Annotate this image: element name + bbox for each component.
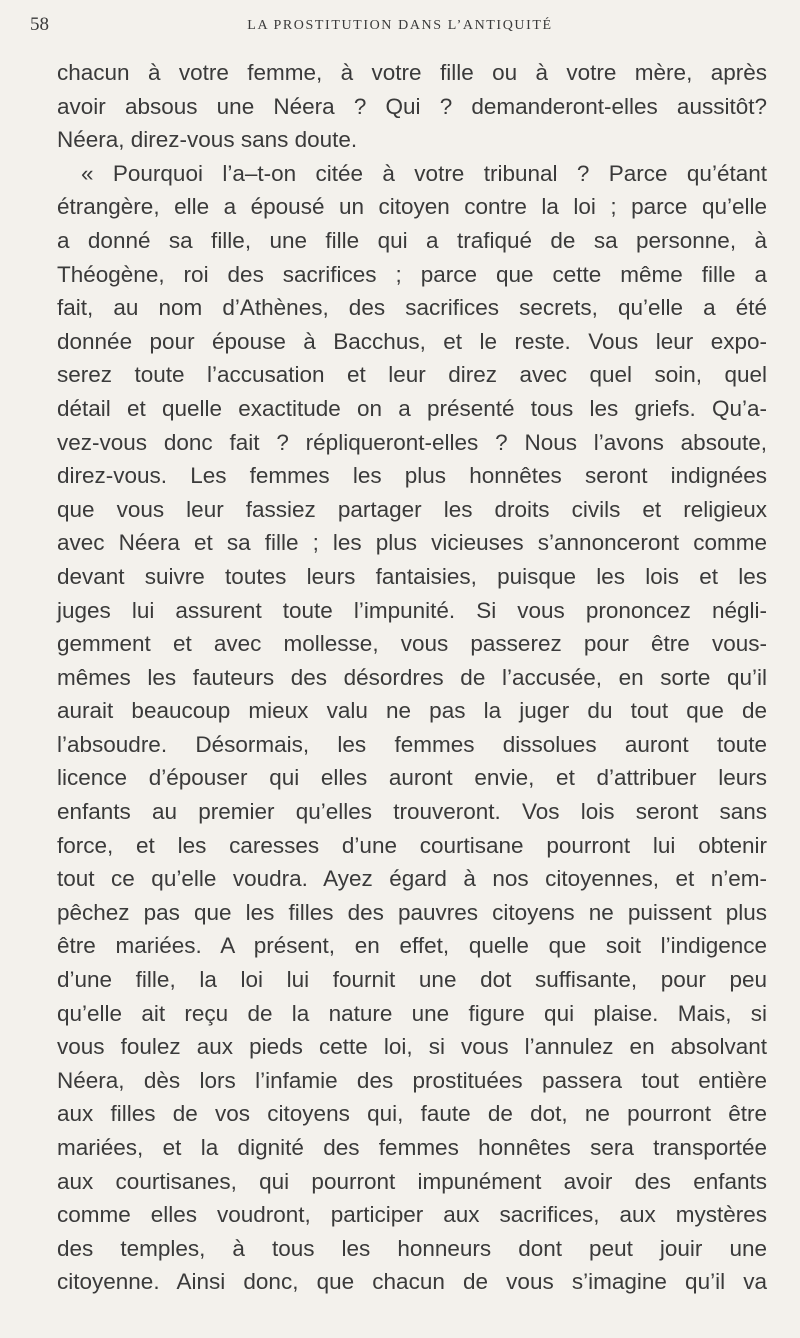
text-line: donnée pour épouse à Bacchus, et le reste. Vous leur expo-: [57, 328, 767, 354]
text-line: Néera, dès lors l’infamie des prostituées passera tout entière: [57, 1067, 767, 1093]
body-text: [57, 56, 767, 1299]
text-line: direz-vous. Les femmes les plus honnêtes seront indignées: [57, 463, 767, 489]
text-line: vez-vous donc fait ? répliqueront-elles ? Nous l’avons absoute,: [57, 429, 767, 455]
text-line: être mariées. A présent, en effet, quelle que soit l’indigence: [57, 933, 767, 959]
text-line: avoir absous une Néera ? Qui ? demanderont-elles aussitôt?: [57, 93, 767, 119]
text-line: chacun à votre femme, à votre fille ou à votre mère, après: [57, 60, 767, 85]
text-line: tout ce qu’elle voudra. Ayez égard à nos citoyennes, et n’em-: [57, 866, 767, 892]
text-line: comme elles voudront, participer aux sacrifices, aux mystères: [57, 1202, 767, 1228]
text-line: avec Néera et sa fille ; les plus vicieuses s’annonceront comme: [57, 530, 767, 556]
text-line: gemment et avec mollesse, vous passerez pour être vous-: [57, 631, 767, 657]
text-line: devant suivre toutes leurs fantaisies, puisque les lois et les: [57, 563, 767, 589]
text-line: serez toute l’accusation et leur direz avec quel soin, quel: [57, 362, 767, 388]
text-line: des temples, à tous les honneurs dont peut jouir une: [57, 1235, 767, 1261]
text-line: l’absoudre. Désormais, les femmes dissolues auront toute: [57, 731, 767, 757]
text-line: a donné sa fille, une fille qui a trafiqué de sa personne, à: [57, 227, 767, 253]
text-line: mariées, et la dignité des femmes honnêtes sera transportée: [57, 1135, 767, 1160]
page-header: [30, 14, 770, 40]
text-line: force, et les caresses d’une courtisane pourront lui obtenir: [57, 832, 767, 858]
text-line: étrangère, elle a épousé un citoyen contre la loi ; parce qu’elle: [57, 194, 767, 220]
text-line: aux filles de vos citoyens qui, faute de dot, ne pourront être: [57, 1101, 767, 1127]
text-line: fait, au nom d’Athènes, des sacrifices secrets, qu’elle a été: [57, 295, 767, 321]
text-line: détail et quelle exactitude on a présenté tous les griefs. Qu’a-: [57, 395, 767, 421]
text-line: vous foulez aux pieds cette loi, si vous l’annulez en absolvant: [57, 1034, 767, 1060]
text-line: enfants au premier qu’elles trouveront. Vos lois seront sans: [57, 799, 767, 825]
text-line: aux courtisanes, qui pourront impunément avoir des enfants: [57, 1168, 767, 1194]
text-line: juges lui assurent toute l’impunité. Si vous prononcez négli-: [57, 597, 767, 623]
page-number: 58: [30, 14, 49, 35]
running-title: LA PROSTITUTION DANS L’ANTIQUITÉ: [247, 18, 553, 33]
text-line: « Pourquoi l’a–t-on citée à votre tribunal ? Parce qu’étant: [81, 160, 767, 186]
text-line: citoyenne. Ainsi donc, que chacun de vous s’imagine qu’il va: [57, 1269, 767, 1295]
text-line: aurait beaucoup mieux valu ne pas la juger du tout que de: [57, 698, 767, 724]
text-line: pêchez pas que les filles des pauvres citoyens ne puissent plus: [57, 899, 767, 925]
text-line: Théogène, roi des sacrifices ; parce que cette même fille a: [57, 261, 767, 287]
text-line: que vous leur fassiez partager les droits civils et religieux: [57, 496, 767, 522]
text-line: licence d’épouser qui elles auront envie, et d’attribuer leurs: [57, 765, 767, 791]
text-line: Néera, direz-vous sans doute.: [57, 127, 358, 153]
text-line: d’une fille, la loi lui fournit une dot suffisante, pour peu: [57, 967, 767, 993]
text-line: mêmes les fauteurs des désordres de l’accusée, en sorte qu’il: [57, 664, 767, 690]
text-line: qu’elle ait reçu de la nature une figure qui plaise. Mais, si: [57, 1000, 767, 1026]
